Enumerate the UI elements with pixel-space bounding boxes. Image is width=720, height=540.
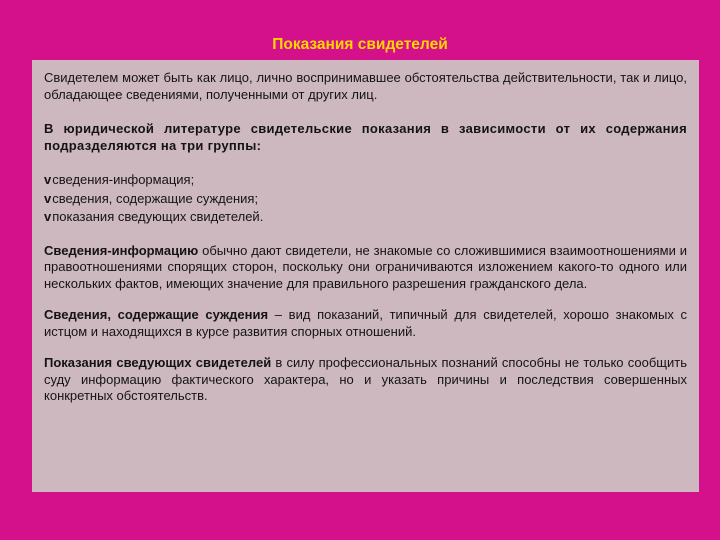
bullet-text: показания сведующих свидетелей. [52, 209, 264, 224]
bullet-list [44, 172, 687, 226]
bullet-text: сведения-информация; [52, 172, 195, 187]
intro-paragraph: Свидетелем может быть как лицо, лично воспринимавшее обстоятельства действительности, так и лицо, обладающее сведениями, полученными от других лиц. [44, 70, 687, 102]
list-item [44, 172, 687, 189]
bullet-diamond-icon: v [44, 209, 52, 224]
section-text: – вид показаний, типичный для свидетелей, хорошо знакомых с истцом и находящихся в курсе развития спорных отношений. [44, 307, 688, 339]
section-information [44, 243, 687, 293]
list-item [44, 209, 687, 226]
bullet-diamond-icon: v [44, 172, 52, 187]
section-text: в силу профессиональных познаний способны не только сообщить суду информацию фактического характера, но и указать причины и последствия совершенных конкретных обстоятельств. [44, 355, 687, 403]
bullet-text: сведения, содержащие суждения; [52, 190, 259, 206]
bullet-diamond-icon: v [44, 190, 52, 206]
section-expert-witnesses [44, 355, 687, 405]
page-title: Показания свидетелей [272, 36, 448, 53]
content-panel [32, 60, 699, 492]
section-term: Сведения-информацию [44, 242, 199, 258]
section-term: Сведения, содержащие суждения [44, 307, 269, 322]
list-item [44, 191, 687, 208]
section-text: обычно дают свидетели, не знакомые со сложившимися взаимоотношениями и правоотношениями спорящих сторон, поскольку они ограничиваются изложением какого-то одного или нескольких фактов, имеющих значение для правильного разрешения гражданского дела. [44, 242, 687, 291]
section-judgments [44, 307, 687, 340]
classification-paragraph: В юридической литературе свидетельские показания в зависимости от их содержания подразделяются на три группы: [44, 121, 687, 153]
section-term: Показания сведующих свидетелей [44, 355, 272, 370]
